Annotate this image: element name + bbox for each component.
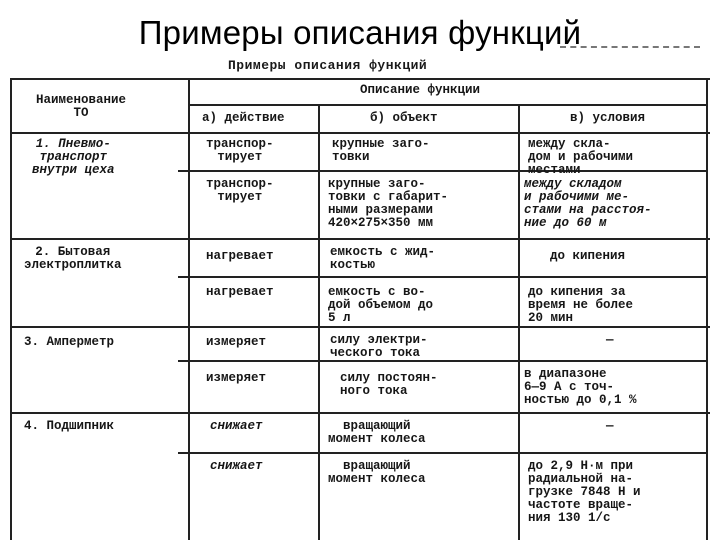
- row-divider: [10, 412, 710, 414]
- row-action: измеряет: [206, 371, 267, 385]
- row-object: вращающий момент колеса: [328, 419, 426, 446]
- row-object: крупные заго- товки с габарит- ными размерами 420×275×350 мм: [328, 177, 449, 230]
- row-action: снижает: [210, 459, 263, 473]
- scan-corner-mark: [560, 46, 700, 56]
- row-object: емкость с жид- костью: [330, 245, 436, 272]
- row-divider: [10, 326, 710, 328]
- row-condition: до кипения: [550, 249, 626, 263]
- sub-header-action: а) действие: [202, 111, 285, 125]
- row-divider: [178, 452, 708, 454]
- row-condition: —: [606, 419, 614, 433]
- sub-header-condition: в) условия: [570, 111, 646, 125]
- row-action: нагревает: [206, 285, 274, 299]
- func-header: Описание функции: [360, 83, 481, 97]
- row-object: силу электри- ческого тока: [330, 333, 428, 360]
- row-name: 1. Пневмо- транспорт внутри цеха: [32, 137, 115, 177]
- col-header-name: Наименование ТО: [36, 93, 127, 120]
- row-condition: —: [606, 333, 614, 347]
- row-condition: в диапазоне 6—9 А с точ- ностью до 0,1 %: [524, 367, 637, 407]
- row-action: снижает: [210, 419, 263, 433]
- table-top-border: [10, 78, 710, 80]
- scan-table-title: Примеры описания функций: [228, 58, 428, 73]
- table-left-border: [10, 78, 12, 540]
- col-divider-1: [188, 78, 190, 540]
- row-object: вращающий момент колеса: [328, 459, 426, 486]
- row-object: крупные заго- товки: [332, 137, 430, 164]
- row-divider: [178, 276, 708, 278]
- row-divider: [10, 238, 710, 240]
- row-name: 4. Подшипник: [24, 419, 115, 433]
- row-action: транспор- тирует: [206, 177, 274, 204]
- row-condition: между скла- дом и рабочими местами: [528, 137, 634, 177]
- row-action: измеряет: [206, 335, 267, 349]
- row-condition: между складом и рабочими ме- стами на расстоя- ние до 60 м: [524, 177, 652, 230]
- functions-table: [10, 78, 710, 540]
- table-right-border: [706, 78, 708, 540]
- header-bottom-border: [10, 132, 710, 134]
- row-name: 3. Амперметр: [24, 335, 115, 349]
- row-object: силу постоян- ного тока: [340, 371, 438, 398]
- row-condition: до 2,9 Н·м при радиальной на- грузке 7848 Н и частоте враще- ния 130 1/с: [528, 459, 641, 525]
- slide-title: Примеры описания функций: [138, 14, 582, 51]
- row-action: транспор- тирует: [206, 137, 274, 164]
- row-object: емкость с во- дой объемом до 5 л: [328, 285, 434, 325]
- row-action: нагревает: [206, 249, 274, 263]
- row-divider: [178, 360, 708, 362]
- sub-header-object: б) объект: [370, 111, 438, 125]
- row-name: 2. Бытовая электроплитка: [24, 245, 122, 272]
- row-condition: до кипения за время не более 20 мин: [528, 285, 634, 325]
- func-header-divider: [188, 104, 708, 106]
